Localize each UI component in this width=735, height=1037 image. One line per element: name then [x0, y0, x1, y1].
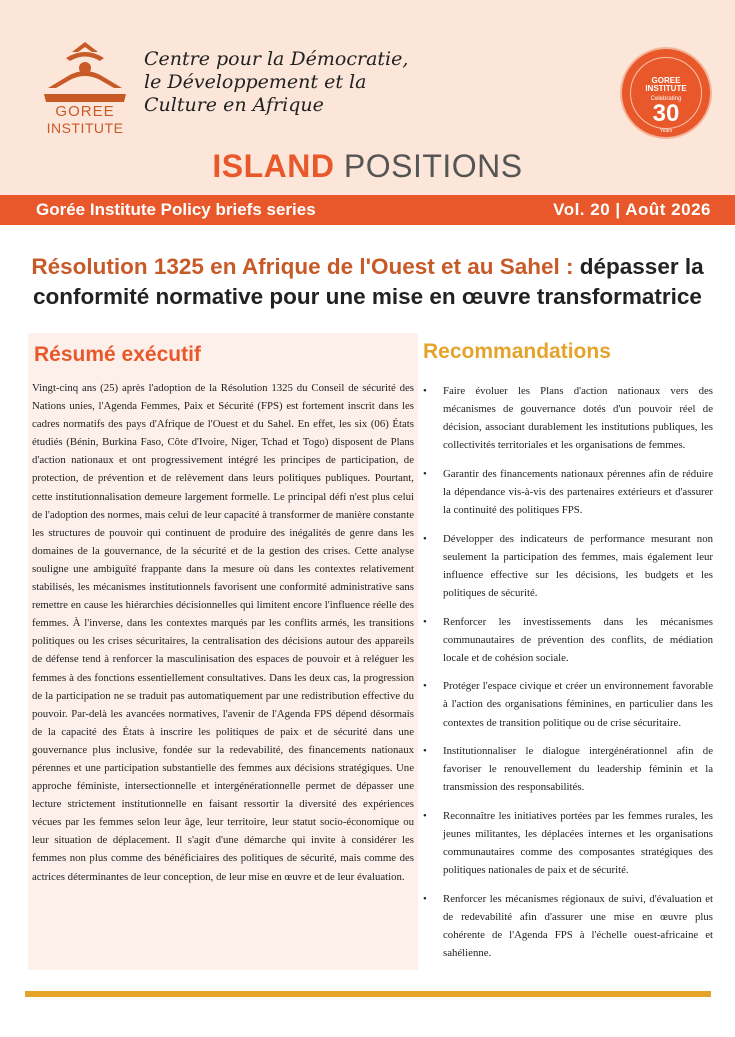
badge-name-line-1: GOREE: [651, 76, 681, 85]
tagline-line-2: le Développement et la: [144, 71, 367, 93]
recommendation-item: • Renforcer les mécanismes régionaux de suivi, d'évaluation et de redevabilité afin d'assurer une mise en œuvre plus cohérente de l'Agenda FPS à l'échelle ouest-africaine et sahélienne.: [423, 890, 713, 962]
document-title-highlight: Résolution 1325 en Afrique de l'Ouest et au Sahel :: [31, 254, 574, 279]
recommendation-item: • Renforcer les investissements dans les mécanismes communautaires de prévention des conflits, de médiation locale et de cohésion sociale.: [423, 613, 713, 667]
series-name: Gorée Institute Policy briefs series: [36, 200, 316, 219]
executive-summary-heading: Résumé exécutif: [34, 343, 201, 366]
logo-sub: INSTITUTE: [46, 120, 124, 136]
logo-wordmark: [38, 104, 132, 136]
badge-years: Years: [659, 128, 673, 134]
recommendation-item: • Institutionnaliser le dialogue intergénérationnel afin de favoriser le renouvellement du leadership féminin et la transmission des responsabilités.: [423, 742, 713, 796]
recommendation-item: • Faire évoluer les Plans d'action nationaux vers des mécanismes de gouvernance dotés d'un pouvoir réel de décision, associant durablement les institutions publiques, les collectivités territoriales et les organisations de femmes.: [423, 382, 713, 454]
recommendations: [423, 340, 713, 973]
recommendations-list: [423, 382, 713, 962]
badge-name-line-2: INSTITUTE: [645, 84, 687, 93]
series-title-highlight: ISLAND: [212, 148, 335, 184]
tagline-line-3: Culture en Afrique: [144, 94, 324, 116]
series-title-rest: POSITIONS: [343, 148, 523, 184]
badge-number: 30: [652, 100, 680, 127]
badge-celebrating: Celebrating: [650, 96, 682, 102]
footer-divider: [25, 991, 711, 997]
recommendation-item: • Garantir des financements nationaux pérennes afin de réduire la dépendance vis-à-vis des partenaires extérieurs et d'assurer la continuité des politiques FPS.: [423, 465, 713, 519]
anniversary-badge-icon: [620, 47, 712, 139]
volume-date: Vol. 20 | Août 2026: [553, 200, 711, 219]
recommendation-item: • Développer des indicateurs de performance mesurant non seulement la participation des femmes, mais également leur influence effective sur les décisions, les budgets et les politiques de sécurité.: [423, 530, 713, 602]
header: [0, 0, 735, 195]
recommendation-item: • Protéger l'espace civique et créer un environnement favorable à l'action des organisations féminines, en particulier dans les contextes de transition politique ou de crise sécuritaire.: [423, 677, 713, 731]
logo-name: GOREE: [55, 103, 115, 120]
document-title-rest: dépasser la conformité normative pour une mise en œuvre transformatrice: [33, 254, 704, 309]
tagline: [144, 48, 409, 117]
executive-summary-text: Vingt-cinq ans (25) après l'adoption de la Résolution 1325 du Conseil de sécurité des Nations unies, l'Agenda Femmes, Paix et Sécurité (FPS) est fortement inscrit dans les cadres normatifs des pays d'Afrique de l'Ouest et du Sahel. En effet, les six (06) États étudiés (Bénin, Burkina Faso, Côte d'Ivoire, Niger, Tchad et Togo) disposent de Plans d'action nationaux et ont progressivement intégré les principes de participation, de protection, de prévention et de relèvement dans leurs politiques publiques. Pourtant, cette institutionnalisation demeure largement formelle. Le principal défi n'est plus celui de l'adoption des normes, mais celui de leur capacité à transformer de manière constante les structures de pouvoir qui continuent de produire des inégalités de genre dans les domaines de la gouvernance, de la sécurité et de la gestion des crises. Cette analyse souligne une ambiguïté frappante dans la mesure où dans les contextes relativement stabilisés, les mécanismes institutionnels favorisent une conformité administrative sans remettre en cause les hiérarchies décisionnelles qui limitent encore l'influence réelle des femmes. À l'inverse, dans les contextes marqués par les conflits armés, les transitions politiques ou les crises sécuritaires, la centralisation des décisions autour des appareils de défense tend à renforcer la masculinisation des espaces de pouvoir et à reléguer les femmes à des fonctions essentiellement consultatives. Dans les deux cas, la progression de la participation ne se traduit pas automatiquement par une redistribution effective du pouvoir. Par-delà les avancées normatives, l'avenir de l'Agenda FPS dépend désormais de la capacité des États à inscrire les politiques de paix et de sécurité dans une gouvernance plus inclusive, fondée sur la redevabilité, des financements nationaux pérennes et une participation substantielle des femmes aux décisions stratégiques. Une approche féministe, intersectionnelle et intergénérationnelle permet de dépasser une lecture strictement institutionnelle en faisant ressortir la diversité des expériences vécues par les femmes selon leur âge, leur territoire, leur statut socio-économique ou leur situation de déplacement. Il s'agit d'une démarche qui invite à considérer les femmes non plus comme des bénéficiaires des politiques de sécurité, mais comme des actrices déterminantes de leur conception, de leur mise en œuvre et de leur évaluation.: [32, 382, 414, 883]
tagline-line-1: Centre pour la Démocratie,: [144, 48, 409, 70]
recommendations-heading: Recommandations: [423, 340, 611, 363]
badge-name: [622, 77, 710, 93]
executive-summary: [28, 333, 418, 970]
document-title: [20, 252, 715, 312]
series-title: [0, 146, 735, 186]
series-band: [0, 195, 735, 225]
recommendation-item: • Reconnaître les initiatives portées par les femmes rurales, les jeunes militantes, les déplacées internes et les organisations communautaires comme des composantes stratégiques des politiques nationales de paix et de sécurité.: [423, 807, 713, 879]
